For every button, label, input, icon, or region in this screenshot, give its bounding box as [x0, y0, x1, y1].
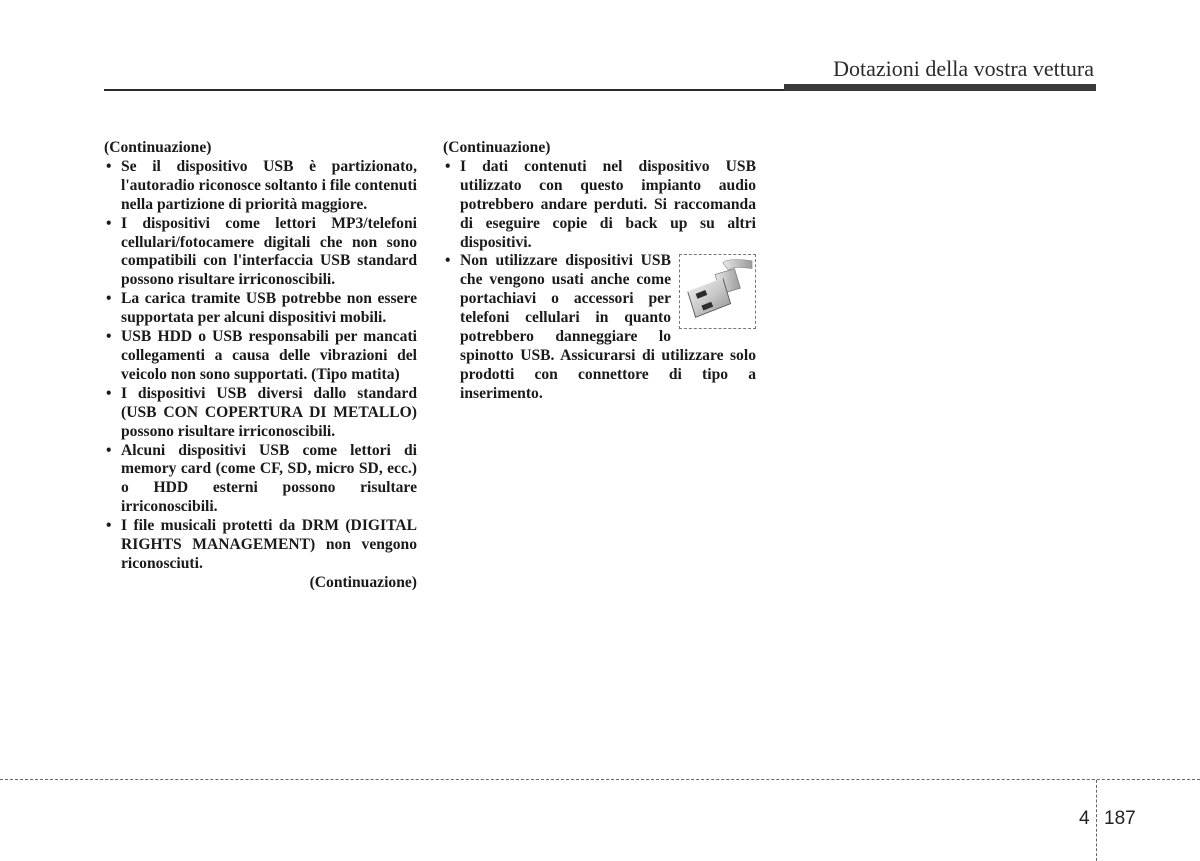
list-item: • Alcuni dispositivi USB come lettori di memory card (come CF, SD, micro SD, ecc.) o HDD esterni possono risultare irriconoscibili. — [104, 442, 417, 518]
bullet-list — [443, 158, 756, 404]
page-number: 187 — [1104, 808, 1136, 829]
continuation-label: (Continuazione) — [104, 139, 212, 156]
continuation-label: (Continuazione) — [443, 139, 551, 156]
list-item: • USB HDD o USB responsabili per mancati collegamenti a causa delle vibrazioni del veicolo non sono supportati. (Tipo matita) — [104, 328, 417, 385]
list-item: • Se il dispositivo USB è partizionato, l'autoradio riconosce soltanto i file contenuti nella partizione di priorità maggiore. — [104, 158, 417, 215]
bullet-list — [104, 158, 417, 574]
chapter-number: 4 — [1079, 808, 1090, 829]
list-item — [443, 252, 756, 403]
footer-divider-vertical — [1096, 780, 1097, 861]
section-title: Dotazioni della vostra vettura — [833, 56, 1094, 81]
header-rule — [104, 89, 784, 91]
list-item: • I dati contenuti nel dispositivo USB utilizzato con questo impianto audio potrebbero andare perduti. Si raccomanda di eseguire copie di back up su altri dispositivi. — [443, 158, 756, 253]
list-item: • La carica tramite USB potrebbe non essere supportata per alcuni dispositivi mobili. — [104, 290, 417, 328]
continuation-label: (Continuazione) — [309, 573, 417, 591]
list-item: • I dispositivi come lettori MP3/telefoni cellulari/fotocamere digitali che non sono compatibili con l'interfaccia USB standard possono risultare irriconoscibili. — [104, 215, 417, 291]
header-rule-accent — [784, 84, 1096, 91]
list-item: • I file musicali protetti da DRM (DIGITAL RIGHTS MANAGEMENT) non vengono riconosciuti. — [104, 517, 417, 574]
right-column — [443, 139, 756, 404]
footer-divider — [0, 779, 1200, 780]
usb-connector-icon — [679, 254, 756, 329]
list-item-text: Non utilizzare dispositivi USB che vengono usati anche come portachiavi o accessori per telefoni cellulari in quanto potrebbero danneggiare lo spinotto USB. Assicurarsi di utilizzare solo prodotti con connettore di tipo a inserimento. — [460, 252, 756, 402]
list-item: • I dispositivi USB diversi dallo standard (USB CON COPERTURA DI METALLO) possono risultare irriconoscibili. — [104, 385, 417, 442]
left-column — [104, 139, 417, 593]
